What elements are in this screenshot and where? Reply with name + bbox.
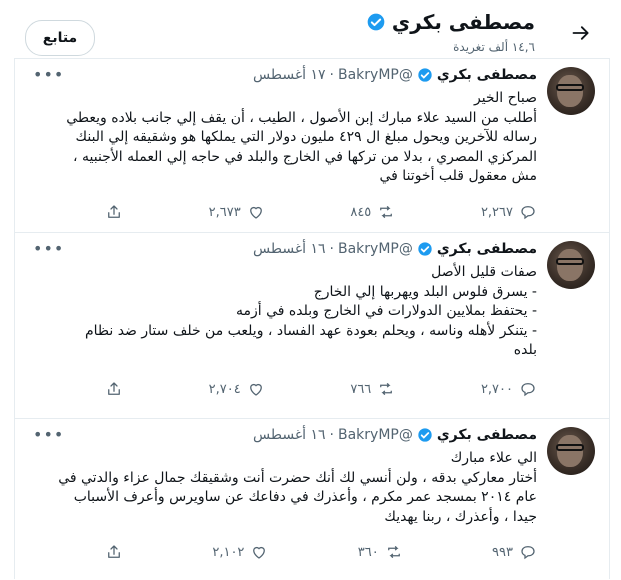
reply-button[interactable] [481, 203, 537, 221]
retweet-button[interactable] [358, 543, 403, 561]
reply-button[interactable] [492, 543, 537, 561]
separator-dot: · [329, 427, 334, 443]
author-name[interactable]: مصطفى بكري [436, 427, 537, 443]
profile-name: مصطفى بكري [391, 10, 535, 34]
verified-badge-icon [417, 67, 433, 83]
verified-badge-icon [366, 12, 386, 32]
retweet-count: ٨٤٥ [350, 204, 372, 220]
tweet-date[interactable]: ١٦ أغسطس [253, 241, 326, 257]
author-handle[interactable]: @BakryMP [337, 427, 413, 443]
tweet-line: - يسرق فلوس البلد ويهربها إلي الخارج [313, 283, 537, 300]
tweet-line: أطلب من السيد علاء مبارك إبن الأصول ، الطيب ، أن يقف إلي جانب بلاده ويعطي [66, 109, 537, 126]
separator-dot: · [329, 67, 334, 83]
like-button[interactable] [209, 203, 265, 221]
retweet-icon [377, 203, 395, 221]
reply-icon [519, 380, 537, 398]
tweet-text [37, 263, 537, 361]
verified-badge-icon [417, 241, 433, 257]
tweet-line: - يتنكر لأهله وناسه ، ويحلم بعودة عهد الفساد ، ويلعب من خلف ستار ضد نظام [84, 322, 537, 339]
avatar[interactable] [547, 241, 595, 289]
follow-button[interactable]: متابع [25, 20, 95, 56]
arrow-right-icon [571, 23, 591, 43]
tweet-card[interactable] [15, 232, 609, 417]
tweet-card[interactable] [15, 418, 609, 580]
tweet-line: - يحتفظ بملايين الدولارات في الخارج وبلده في أزمه [236, 303, 537, 319]
like-count: ٢,٦٧٣ [208, 204, 241, 220]
tweet-actions [105, 378, 537, 400]
reply-count: ٢,٢٦٧ [480, 204, 513, 220]
retweet-button[interactable] [350, 203, 395, 221]
like-button[interactable] [212, 543, 268, 561]
heart-icon [247, 380, 265, 398]
profile-header [0, 0, 621, 60]
tweet-date[interactable]: ١٧ أغسطس [253, 67, 326, 83]
share-icon [105, 380, 123, 398]
avatar[interactable] [547, 67, 595, 115]
tweet-text [37, 89, 537, 187]
tweet-line: رساله للآخرين ويحول مبلغ ال ٤٢٩ مليون دولار التي يملكها هو وشقيقه إلي البنك [75, 129, 537, 145]
tweet-actions [105, 201, 537, 223]
author-name[interactable]: مصطفى بكري [436, 241, 537, 257]
reply-count: ٩٩٣ [492, 544, 513, 560]
retweet-button[interactable] [350, 380, 395, 398]
more-options-icon[interactable]: ••• [33, 239, 65, 258]
retweet-count: ٧٦٦ [350, 381, 372, 397]
reply-icon [519, 543, 537, 561]
tweet-line: عام ٢٠١٤ بمسجد عمر مكرم ، وأعذرك في دفاعك عن ساويرس وأعرف الأسباب [73, 489, 537, 505]
avatar[interactable] [547, 427, 595, 475]
tweet-card[interactable] [15, 58, 609, 231]
retweet-count: ٣٦٠ [357, 544, 379, 560]
like-count: ٢,١٠٢ [212, 544, 245, 560]
share-button[interactable] [105, 380, 123, 398]
share-icon [105, 203, 123, 221]
tweet-line: صفات قليل الأصل [431, 264, 537, 280]
retweet-icon [377, 380, 395, 398]
like-button[interactable] [209, 380, 265, 398]
tweet-header [253, 427, 537, 443]
tweet-text [37, 449, 537, 527]
tweet-header [253, 241, 537, 257]
tweet-date[interactable]: ١٦ أغسطس [253, 427, 326, 443]
heart-icon [250, 543, 268, 561]
reply-button[interactable] [481, 380, 537, 398]
share-button[interactable] [105, 203, 123, 221]
more-options-icon[interactable]: ••• [33, 425, 65, 444]
tweet-header [253, 67, 537, 83]
author-handle[interactable]: @BakryMP [337, 67, 413, 83]
share-button[interactable] [105, 543, 123, 561]
tweet-count: ١٤,٦ ألف تغريدة [453, 40, 535, 54]
more-options-icon[interactable]: ••• [33, 65, 65, 84]
tweet-line: الي علاء مبارك [450, 450, 537, 466]
like-count: ٢,٧٠٤ [208, 381, 241, 397]
verified-badge-icon [417, 427, 433, 443]
tweet-line: جيدا ، وأعذرك ، ربنا يهديك [384, 508, 537, 525]
tweet-line: المركزي المصري ، بدلا من تركها في الخارج والبلد في حاجه إلي العمله الأجنبيه ، [73, 148, 537, 165]
tweet-line: أختار معاركي بدقه ، ولن أنسي لك أنك حضرت أنت وشقيقك جمال عزاء والدتي في [58, 469, 537, 486]
tweet-actions [105, 541, 537, 563]
share-icon [105, 543, 123, 561]
profile-title [366, 10, 535, 34]
heart-icon [247, 203, 265, 221]
tweet-line: مش معقول قلب أخوتنا في [379, 168, 537, 184]
back-button[interactable] [566, 18, 596, 48]
author-name[interactable]: مصطفى بكري [436, 67, 537, 83]
reply-icon [519, 203, 537, 221]
timeline-right-border [609, 58, 610, 579]
tweet-line: بلده [513, 342, 537, 358]
tweet-line: صباح الخير [473, 90, 537, 106]
separator-dot: · [329, 241, 334, 257]
reply-count: ٢,٧٠٠ [480, 381, 513, 397]
author-handle[interactable]: @BakryMP [337, 241, 413, 257]
retweet-icon [385, 543, 403, 561]
